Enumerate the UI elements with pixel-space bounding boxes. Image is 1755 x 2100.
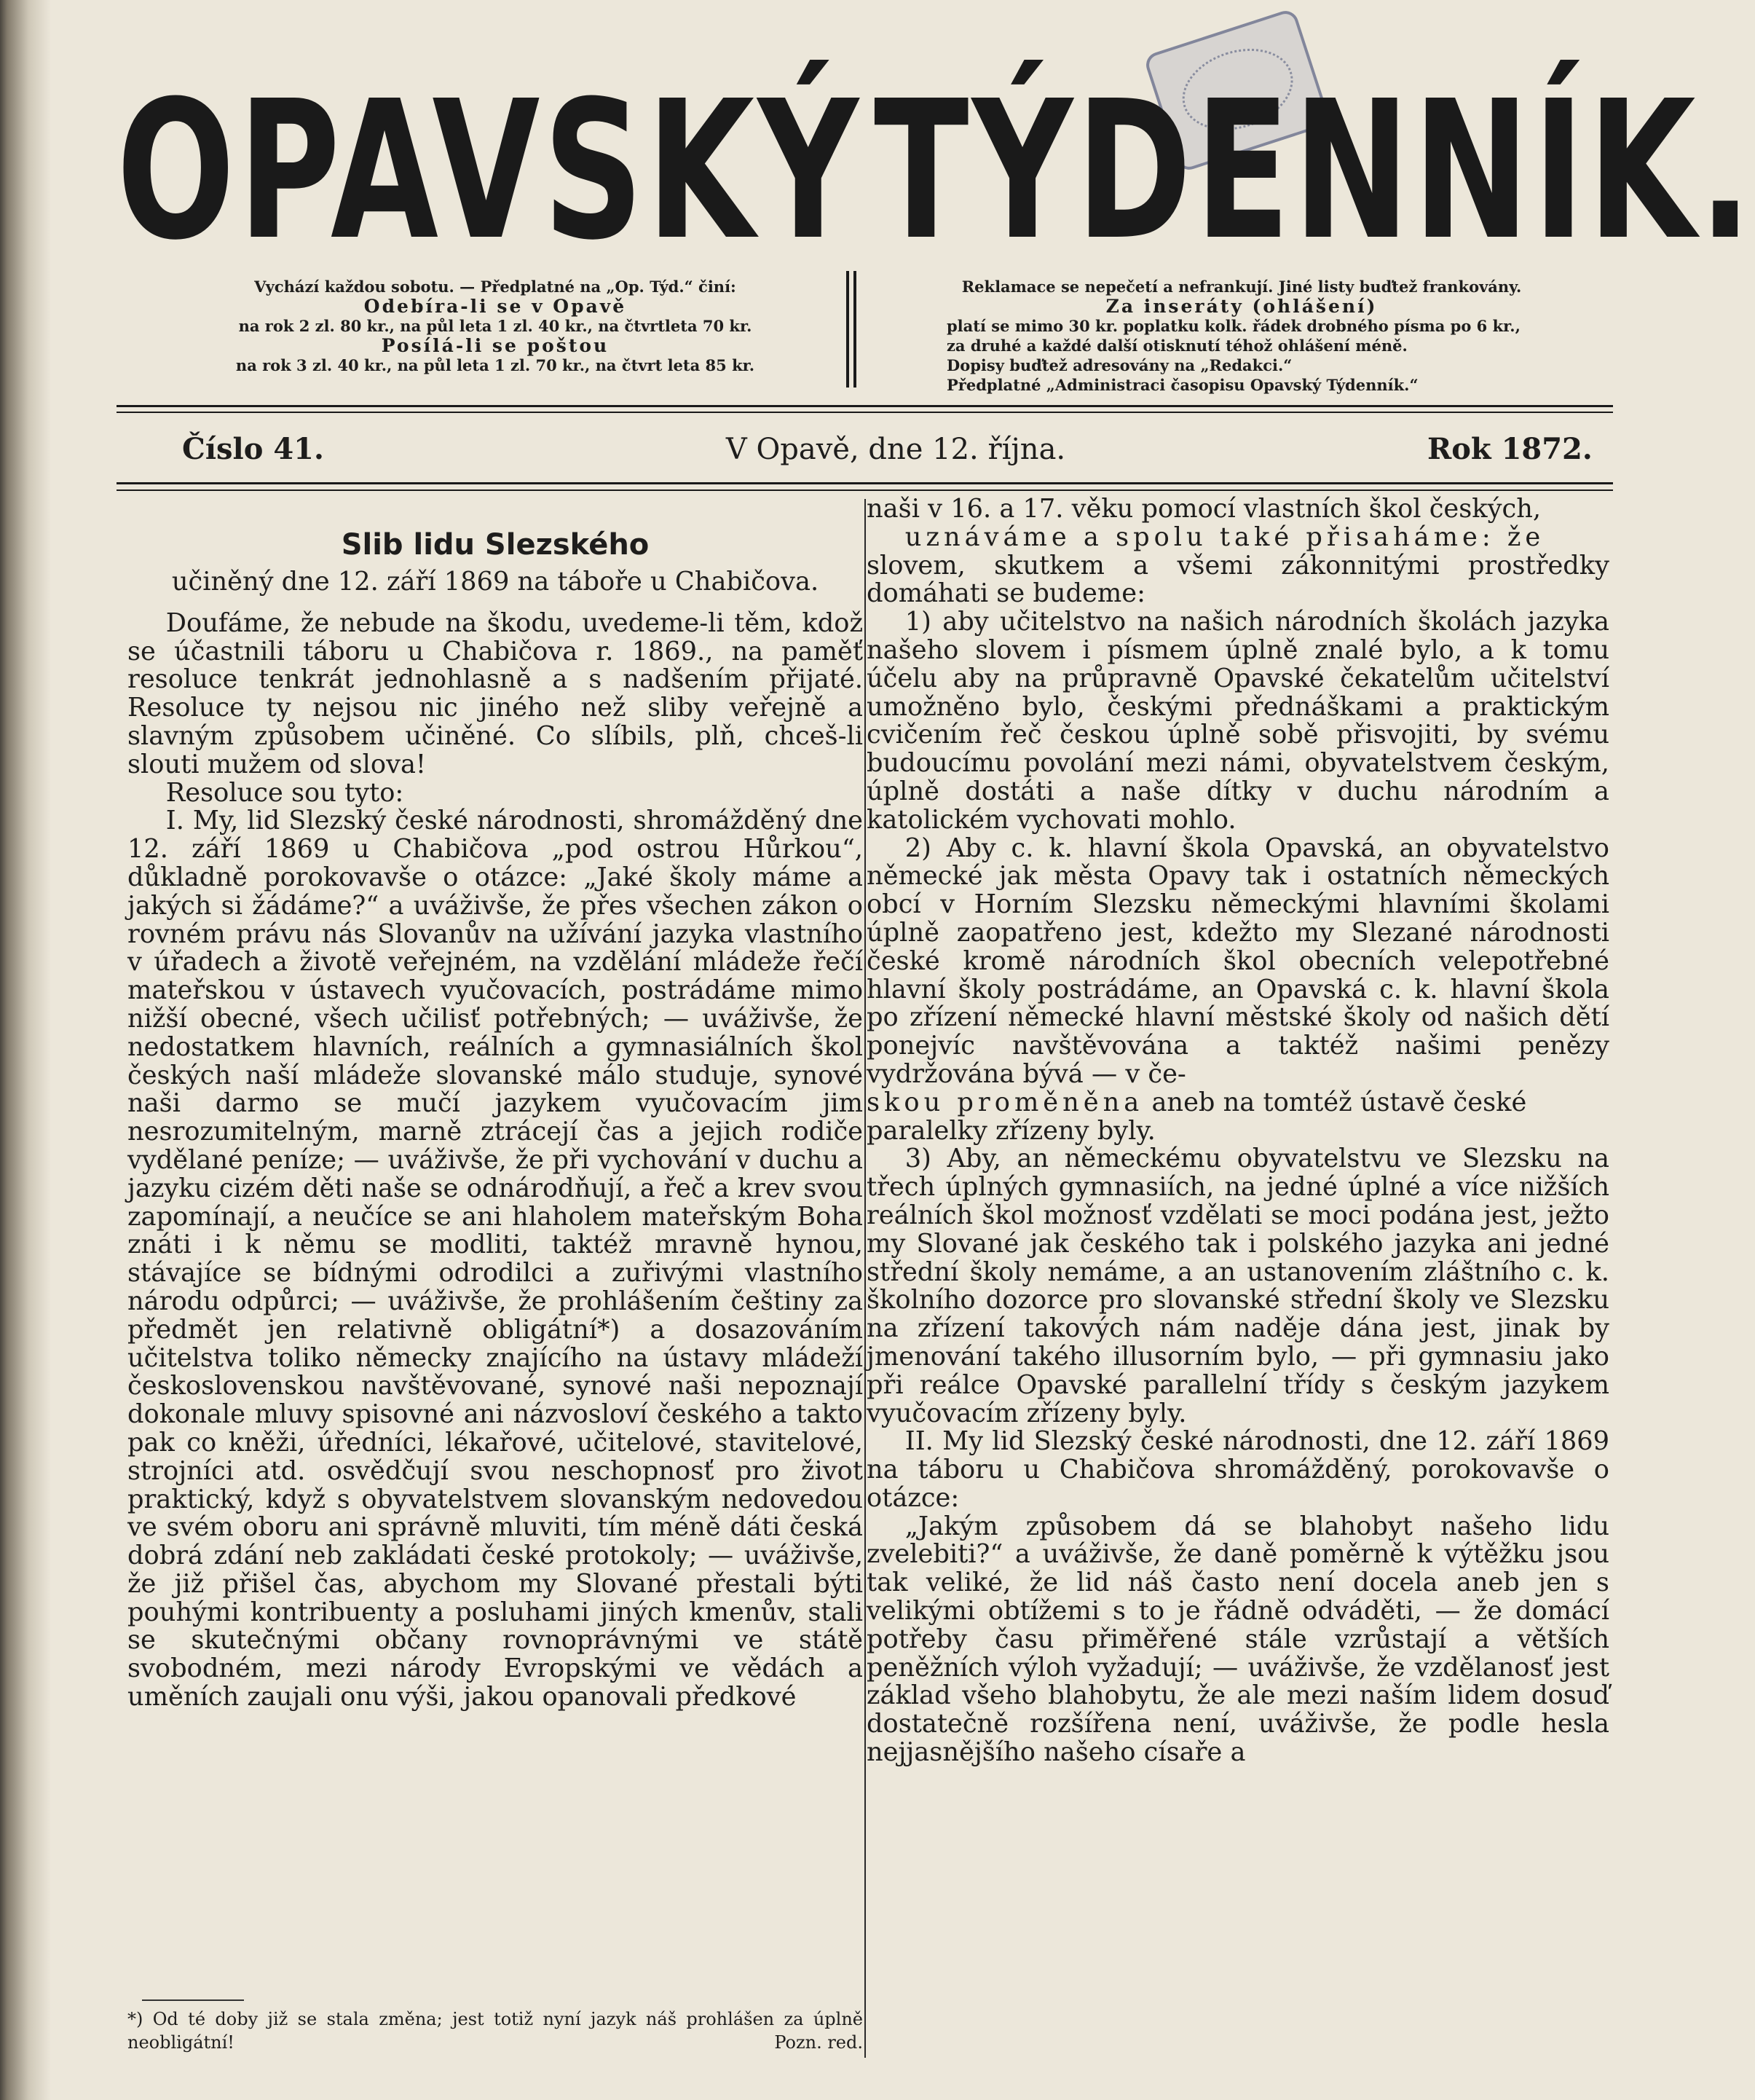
subscription-info [182, 277, 808, 375]
paragraph: paralelky zřízeny byly. [867, 1115, 1156, 1146]
text-run: aneb na tomtéž ústavě české [1143, 1087, 1527, 1117]
masthead-title [117, 60, 1755, 282]
issue-number: Číslo 41. [182, 432, 324, 466]
advertising-heading: Za inseráty (ohlášení) [1105, 296, 1378, 317]
footnote [127, 2007, 863, 2054]
issue-place-date: V Opavě, dne 12. října. [725, 433, 1066, 466]
reclamation-note: Reklamace se nepečetí a nefrankují. Jiné listy buďtež frankovány. [961, 278, 1522, 296]
article-subtitle: učiněný dne 12. září 1869 na táboře u Chabičova. [171, 567, 819, 597]
header-divider [846, 271, 856, 388]
newspaper-page [44, 0, 1755, 2100]
issue-year: Rok 1872. [1427, 432, 1593, 466]
spaced-text: skou proměněna [867, 1087, 1144, 1117]
paragraph: Doufáme, že nebude na škodu, uvedeme-li těm, kdož se účastnili táboru u Chabičova r. 1869., na paměť resoluce tenkrát jednohlasně a s nadšením přijaté. Resoluce ty nejsou nic jiného než sliby veřejně a slavným způsobem učiněné. Co slíbils, plň, chceš-li slouti mužem od slova! [127, 607, 863, 779]
subscription-address: Předplatné „Administraci časopisu Opavský Týdenník.“ [947, 376, 1419, 394]
subscription-intro: Vychází každou sobotu. — Předplatné na „Op. Týd.“ činí: [254, 278, 736, 296]
advertising-rates: platí se mimo 30 kr. poplatku kolk. řádek drobného písma po 6 kr., za druhé a každé další otisknutí téhož ohlášení méně. [947, 317, 1521, 355]
dateline-rule [117, 482, 1613, 484]
notices-info [947, 277, 1537, 395]
footnote-signature: Pozn. red. [774, 2032, 863, 2053]
letters-address: Dopisy buďtež adresovány na „Redakci.“ [947, 356, 1293, 374]
masthead-word-1: OPAVSKÝ [117, 60, 862, 282]
postal-delivery-prices: na rok 3 zl. 40 kr., na půl leta 1 zl. 70 kr., na čtvrt leta 85 kr. [235, 356, 755, 374]
paragraph: naši v 16. a 17. věku pomocí vlastních škol českých, [867, 494, 1542, 524]
article-title: Slib lidu Slezského [341, 528, 650, 562]
postal-delivery-heading: Posílá-li se poštou [381, 335, 610, 356]
dateline-rule [117, 489, 1613, 491]
footnote-rule [142, 1999, 244, 2001]
paragraph: II. My lid Slezský české národnosti, dne 12. září 1869 na táboru u Chabičova shromážděný, porokovavše o otázce: [867, 1426, 1609, 1513]
local-delivery-prices: na rok 2 zl. 80 kr., na půl leta 1 zl. 40 kr., na čtvrtleta 70 kr. [238, 317, 752, 335]
footnote-text: *) Od té doby již se stala změna; jest totiž nyní jazyk náš prohlášen za úplně neobligátní! [127, 2009, 863, 2053]
paragraph: 3) Aby, an německému obyvatelstvu ve Slezsku na třech úplných gymnasiích, na jedné úplné a více nižších reálních škol možnosť vzdělati se moci podána jest, ježto my Slované jak českého tak i polského jazyka ani jedné střední školy nemáme, a an ustanovením zláštního c. k. školního dozorce pro slovanské střední školy ve Slezsku na zřízení takových nám naděje dána jest, jinak by jmenování takého illusorním bylo, — při gymnasiu jako při reálce Opavské parallelní třídy s českým jazykem vyučovacím zřízeny byly. [867, 1144, 1609, 1428]
paragraph: I. My, lid Slezský české národnosti, shromážděný dne 12. září 1869 u Chabičova „pod ostrou Hůrkou“, důkladně porokovavše o otázce: „Jaké školy máme a jakých si žádáme?“ a uváživše, že přes všechen zákon o rovném právu nás Slovanův na užívání jazyka vlastního v úřadech a životě veřejném, na vzdělání mládeže řečí mateřskou v ústavech vyučovacích, postrádáme mimo nižší obecné, všech učilisť potřebných; — uváživše, že nedostatkem hlavních, reálních a gymnasiálních škol českých naší mládeže slovanské málo studuje, synové naši darmo se mučí jazykem vyučovacím jim nesrozumitelným, marně ztrácejí čas a jejich rodiče vydělané peníze; — uváživše, že při vychování v duchu a jazyku cizém děti naše se odnárodňují, a řeč a krev svou zapomínají, a neučíce se ani hlaholem mateřským Boha znáti i k němu se modliti, taktéž mravně hynou, stávajíce se bídnými odrodilci a zuřivými vlastního národu odpůrci; — uváživše, že prohlášením češtiny za předmět jen relativně obligátní*) a dosazováním učitelstva toliko německy znajícího na ústavy mládeží československou navštěvované, synové naši nepoznají dokonale mluvy spisovné ani názvosloví českého a takto pak co kněži, úředníci, lékařové, učitelové, stavitelové, strojníci atd. osvědčují svou neschopnosť pro život praktický, když s obyvatelstvem slovanským nedovedou ve svém oboru ani správně mluviti, tím méně dáti česká dobrá zdání neb zakládati české protokoly; — uváživše, že již přišel čas, abychom my Slované přestali býti pouhými kontribuenty a posluhami jiných kmenův, stali se skutečnými občany rovnoprávnými ve státě svobodném, mezi národy Evropskými ve vědách a uměních zaujali onu výši, jakou opanovali předkové [127, 806, 863, 1712]
local-delivery-heading: Odebíra-li se v Opavě [363, 296, 627, 317]
header-rule [117, 405, 1613, 407]
paragraph: slovem, skutkem a všemi zákonnitými prostředky domáhati se budeme: [867, 550, 1609, 609]
paragraph: 2) Aby c. k. hlavní škola Opavská, an obyvatelstvo německé jak města Opavy tak i ostatních německých obcí v Horním Slezsku německými hlavními školami úplně zaopatřeno jest, kdežto my Slezané národnosti české kromě národních škol obecních velepotřebné hlavní školy postrádáme, an Opavská c. k. hlavní škola po zřízení německé hlavní městské školy od našich dětí ponejvíc navštěvována a taktéž našimi penězy vydržována bývá — v če- [867, 833, 1609, 1089]
paragraph: „Jakým způsobem dá se blahobyt našeho lidu zvelebiti?“ a uváživše, že daně poměrně k výtěžku jsou tak veliké, že lid náš často není docela aneb jen s velikými obtížemi s to je řádně odváděti, — že domácí potřeby času přiměřené stále vzrůstají a větších peněžních výloh vyžadují; — uváživše, že vzdělanosť jest základ všeho blahobytu, že ale mezi naším lidem dosuď dostatečně rozšířena není, uváživše, že podle hesla nejjasnějšího našeho císaře a [867, 1511, 1609, 1768]
article-column-left [127, 495, 863, 1712]
column-divider [864, 499, 866, 2058]
masthead-word-2: TÝDENNÍK. [874, 60, 1755, 282]
header-rule [117, 412, 1613, 413]
paragraph [867, 1089, 1609, 1117]
article-column-right [867, 495, 1609, 1767]
paragraph: Resoluce sou tyto: [165, 777, 404, 808]
spaced-text: uznáváme a spolu také přisaháme: že [904, 522, 1545, 552]
paragraph: 1) aby učitelstvo na našich národních školách jazyka našeho slovem i písmem úplně znalé bylo, a k tomu účelu aby na průpravně Opavské čekatelům učitelství umožněno bylo, českými přednáškami a praktickým cvičením řeč českou úplně sobě přisvojiti, by svému budoucímu povolání mezi námi, obyvatelstvem českým, úplně dostáti a naše dítky v duchu národním a katolickém vychovati mohlo. [867, 607, 1609, 835]
